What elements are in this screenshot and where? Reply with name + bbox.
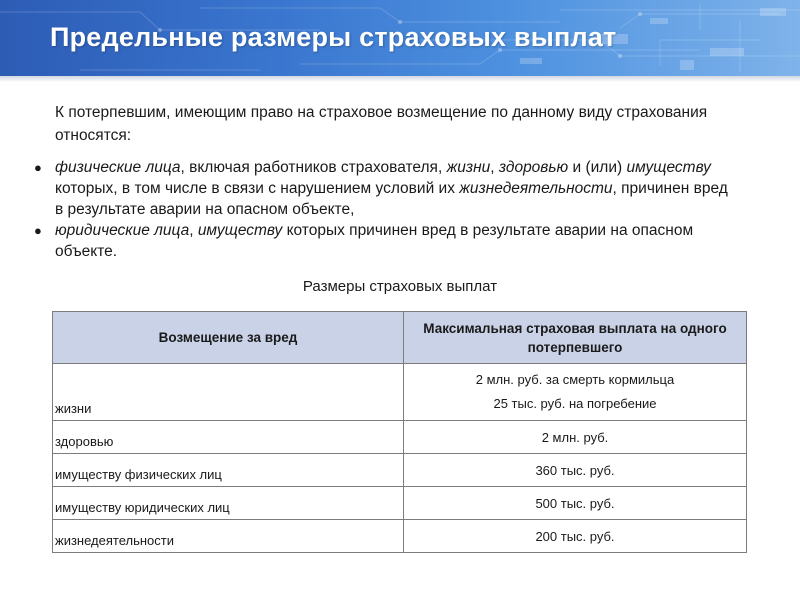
bullet-dot-icon: ●	[34, 160, 42, 175]
table-row	[53, 520, 747, 553]
row-name: имуществу физических лиц	[53, 454, 404, 487]
row-name: здоровью	[53, 421, 404, 454]
row-name: имуществу юридических лиц	[53, 487, 404, 520]
header-band	[0, 0, 800, 76]
header-shadow	[0, 76, 800, 82]
table-row	[53, 364, 747, 421]
bullet-dot-icon: ●	[34, 223, 42, 238]
bullet-emphasis: физические лица	[55, 159, 181, 176]
row-name: жизнедеятельности	[53, 520, 404, 553]
column-header-damage: Возмещение за вред	[53, 312, 404, 364]
table-row	[53, 421, 747, 454]
bullet-emphasis: жизни	[446, 159, 491, 176]
bullet-emphasis: здоровью	[498, 159, 569, 176]
bullet-emphasis: жизнедеятельности	[459, 180, 613, 197]
row-value	[404, 364, 747, 421]
row-value-line: 25 тыс. руб. на погребение	[493, 396, 657, 411]
bullet-text	[55, 159, 728, 218]
bullet-text	[55, 222, 693, 260]
bullet-fragment: ,	[189, 222, 198, 239]
table-caption: Размеры страховых выплат	[302, 278, 498, 295]
table-header-row	[53, 312, 747, 364]
row-value-line: 2 млн. руб. за смерть кормильца	[475, 372, 675, 387]
bullet-fragment: которых причинен вред в результате аварии на опасном объекте.	[55, 222, 694, 260]
table-row	[53, 487, 747, 520]
row-name: жизни	[53, 364, 404, 421]
bullet-fragment: ,	[490, 159, 499, 176]
row-value: 2 млн. руб.	[404, 421, 747, 454]
bullet-emphasis: юридические лица	[55, 222, 190, 239]
payouts-table	[52, 311, 747, 553]
bullet-fragment: которых, в том числе в связи с нарушением условий их	[55, 180, 460, 197]
bullet-fragment: , включая работников страхователя,	[180, 159, 447, 176]
page-title: Предельные размеры страховых выплат	[50, 22, 617, 52]
column-header-max-payout: Максимальная страховая выплата на одного потерпевшего	[404, 312, 747, 364]
bullet-fragment: и (или)	[568, 159, 627, 176]
bullet-emphasis: имуществу	[197, 222, 283, 239]
bullet-fragment: , причинен вред в результате аварии на опасном объекте,	[55, 180, 728, 218]
bullet-item-legal-entities	[33, 220, 733, 262]
bullet-emphasis: имуществу	[626, 159, 711, 176]
bullet-list	[33, 157, 733, 262]
row-value: 360 тыс. руб.	[404, 454, 747, 487]
row-value: 200 тыс. руб.	[404, 520, 747, 553]
intro-text: К потерпевшим, имеющим право на страховое возмещение по данному виду страхования относятся:	[55, 104, 708, 144]
bullet-item-individuals	[33, 157, 733, 220]
row-value: 500 тыс. руб.	[404, 487, 747, 520]
table-row	[53, 454, 747, 487]
